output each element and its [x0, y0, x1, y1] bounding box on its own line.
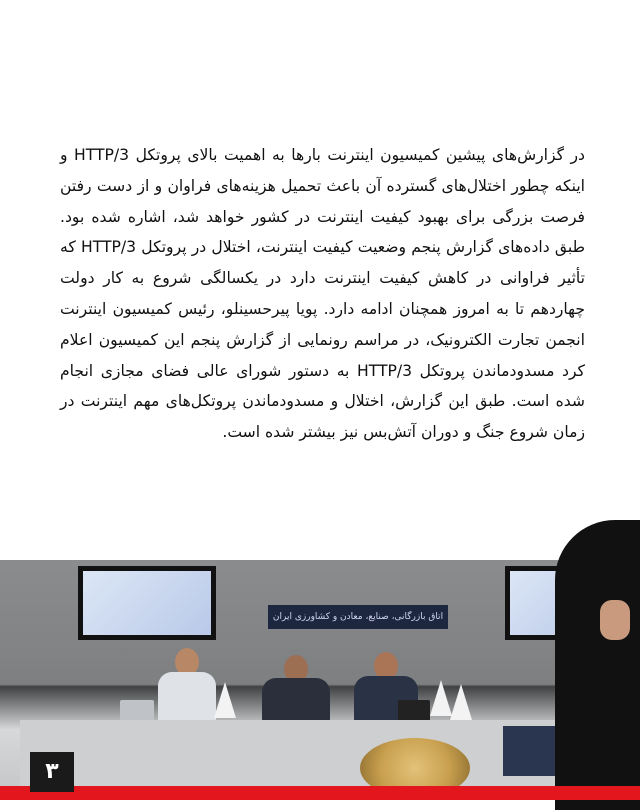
- flag-icon: [214, 682, 236, 718]
- laptop: [120, 700, 154, 722]
- presentation-screen-left: [78, 566, 216, 640]
- laptop: [398, 700, 430, 722]
- presenter-hand: [600, 600, 630, 640]
- report-poster: [503, 726, 563, 776]
- press-conference-photo: [0, 560, 590, 786]
- flag-icon: [450, 684, 472, 720]
- flag-icon: [430, 680, 452, 716]
- footer-accent-bar: [0, 786, 640, 800]
- article-body: [60, 140, 585, 448]
- chamber-banner: اتاق بازرگانی، صنایع، معادن و کشاورزی ایران: [268, 605, 448, 629]
- presenter-silhouette: [555, 520, 640, 810]
- article-paragraph: در گزارش‌های پیشین کمیسیون اینترنت بارها به اهمیت بالای پروتکل HTTP/3 و اینکه چطور اختلال‌های گسترده آن باعث تحمیل هزینه‌های فراوان و از دست رفتن فرصت بزرگی برای بهبود کیفیت اینترنت در کشور خواهد شد، اشاره شده بود. طبق داده‌های گزارش پنجم وضعیت کیفیت اینترنت، اختلال در پروتکل HTTP/3 که تأثیر فراوانی در کاهش کیفیت اینترنت دارد در یکسالگی شروع به کار دولت چهاردهم تا به امروز همچنان ادامه دارد. پویا پیرحسینلو، رئیس کمیسیون اینترنت انجمن تجارت الکترونیک، در مراسم رونمایی از گزارش پنجم این کمیسیون اعلام کرد مسدودماندن پروتکل HTTP/3 به دستور شورای عالی فضای مجازی انجام شده است. طبق این گزارش، اختلال و مسدودماندن پروتکل‌های مهم اینترنت در زمان شروع جنگ و دوران آتش‌بس نیز بیشتر شده است.: [60, 146, 585, 442]
- page-number: ۳: [30, 752, 74, 792]
